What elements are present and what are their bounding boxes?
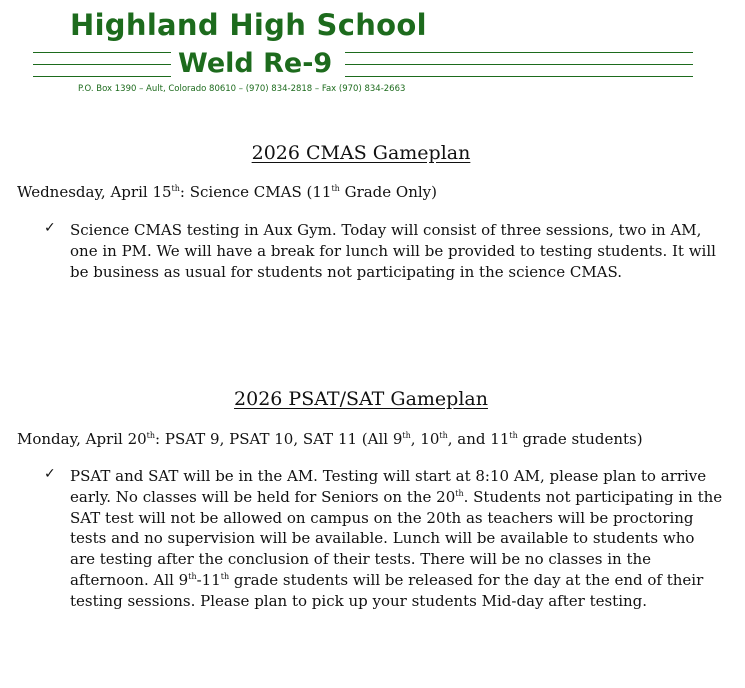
checkmark-icon: ✓ [44,466,56,482]
cmas-heading: 2026 CMAS Gameplan [251,142,471,164]
letterhead-rule [345,76,693,77]
letterhead-rule [345,64,693,65]
district-name: Weld Re-9 [178,48,333,79]
letterhead-rule [345,52,693,53]
school-name: Highland High School [70,8,427,42]
cmas-day-line: Wednesday, April 15th: Science CMAS (11th Grade Only) [17,183,438,201]
school-address: P.O. Box 1390 – Ault, Colorado 80610 – (970) 834-2818 – Fax (970) 834-2663 [78,84,406,94]
sat-day-line: Monday, April 20th: PSAT 9, PSAT 10, SAT 11 (All 9th, 10th, and 11th grade students) [17,430,643,448]
letterhead-rule [33,76,171,77]
sat-heading: 2026 PSAT/SAT Gameplan [234,388,488,410]
letterhead-rule [33,52,171,53]
letterhead-rule [33,64,171,65]
sat-item-text: PSAT and SAT will be in the AM. Testing will start at 8:10 AM, please plan to arrive early. No classes will be held for Seniors on the 20th. Students not participating in the SAT test will not be allowed on campus on the 20th as teachers will be proctoring tests and no supervision will be available. Lunch will be available to students who are testing after the conclusion of their tests. There will be no classes in the afternoon. All 9th-11th grade students will be released for the day at the end of their testing sessions. Please plan to pick up your students Mid-day after testing. [70,467,723,610]
cmas-item-text: Science CMAS testing in Aux Gym. Today will consist of three sessions, two in AM, one in PM. We will have a break for lunch will be provided to testing students. It will be business as usual for students not participating in the science CMAS. [70,221,716,281]
checkmark-icon: ✓ [44,220,56,236]
letterhead [0,0,745,100]
